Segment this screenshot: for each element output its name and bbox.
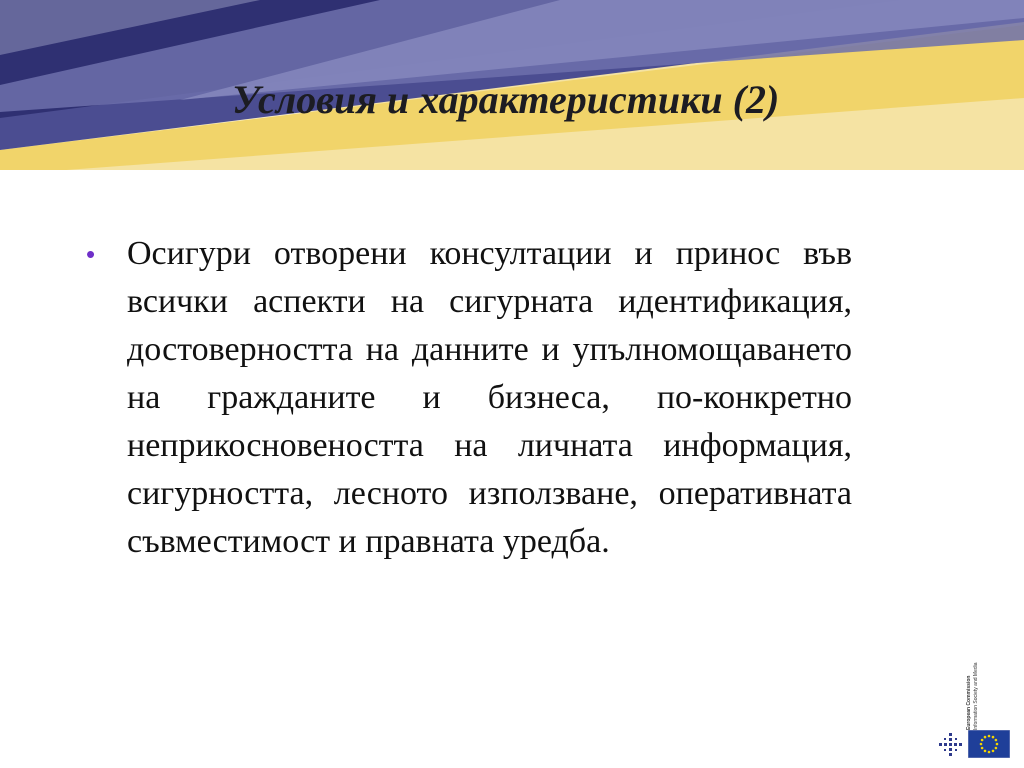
logo-line-1: European Commission	[966, 675, 972, 730]
slide-body	[84, 230, 852, 566]
eu-flag-icon	[968, 730, 1010, 758]
bullet-marker: •	[86, 239, 96, 269]
dots-icon	[938, 732, 964, 758]
logo-line-2: Information Society and Media	[973, 662, 979, 730]
bullet-text: Осигури отворени консултации и принос във всички аспекти на сигурната идентификация, достоверността на данните и упълномощаването на гражданите и бизнеса, по-конкретно неприкосновеността на личната информация, сигурността, лесното използване, оперативната съвместимост и правната уредба.	[127, 235, 852, 560]
logo-text	[966, 626, 988, 730]
bullet-item	[84, 230, 852, 566]
slide-title: Условия и характеристики (2)	[232, 77, 780, 122]
european-commission-logo	[938, 626, 1014, 758]
